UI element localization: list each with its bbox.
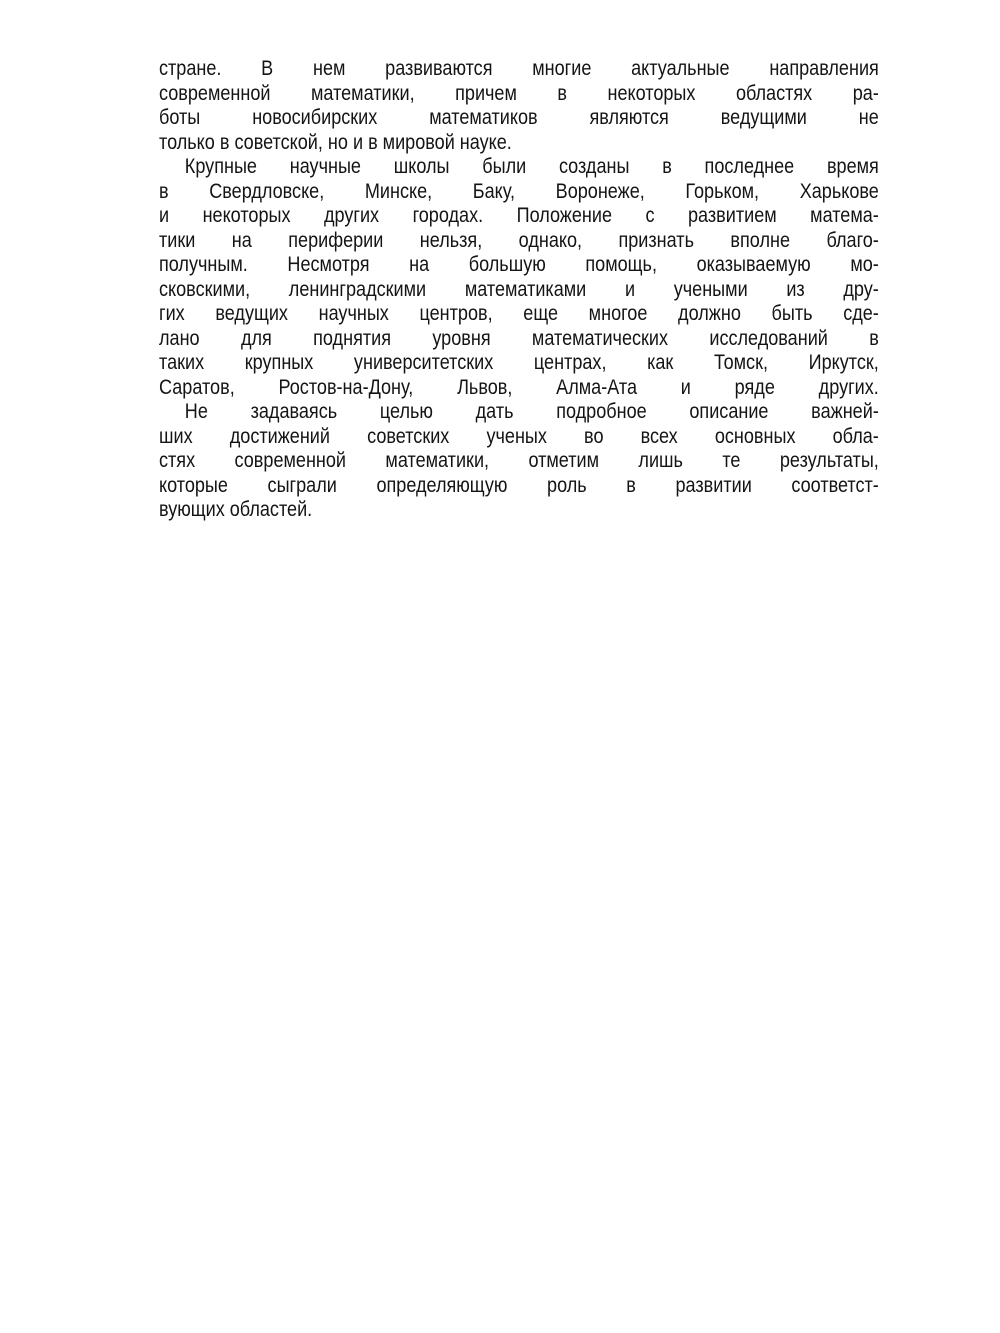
text-line: и некоторых других городах. Положение с развитием матема-	[159, 204, 879, 227]
text-line: лано для поднятия уровня математических исследований в	[159, 326, 879, 350]
text-line: ших достижений советских ученых во всех основных обла-	[159, 424, 879, 448]
text-line: получным. Несмотря на большую помощь, оказываемую мо-	[159, 253, 879, 276]
paragraph-2	[159, 155, 879, 400]
text-line: Крупные научные школы были созданы в последнее время	[184, 155, 879, 178]
text-line: стях современной математики, отметим лишь те результаты,	[159, 449, 879, 472]
text-line: Не задаваясь целью дать подробное описание важней-	[184, 400, 879, 423]
text-line: в Свердловске, Минске, Баку, Воронеже, Горьком, Харькове	[159, 179, 879, 203]
paragraph-3	[159, 400, 879, 523]
text-line: которые сыграли определяющую роль в развитии соответст-	[159, 473, 879, 497]
text-line: таких крупных университетских центрах, как Томск, Иркутск,	[159, 351, 879, 374]
text-line: гих ведущих научных центров, еще многое должно быть сде-	[159, 302, 879, 325]
text-line: Саратов, Ростов-на-Дону, Львов, Алма-Ата и ряде других.	[159, 375, 879, 399]
paragraph-1	[159, 57, 879, 155]
text-line: только в советской, но и в мировой науке.	[159, 130, 512, 154]
text-line: боты новосибирских математиков являются ведущими не	[159, 106, 879, 129]
text-line: сковскими, ленинградскими математиками и учеными из дру-	[159, 277, 879, 301]
body-text	[159, 57, 879, 523]
text-line: стране. В нем развиваются многие актуальные направления	[159, 57, 879, 80]
text-line: тики на периферии нельзя, однако, признать вполне благо-	[159, 228, 879, 252]
text-line: вующих областей.	[159, 498, 313, 521]
text-line: современной математики, причем в некоторых областях ра-	[159, 81, 879, 105]
